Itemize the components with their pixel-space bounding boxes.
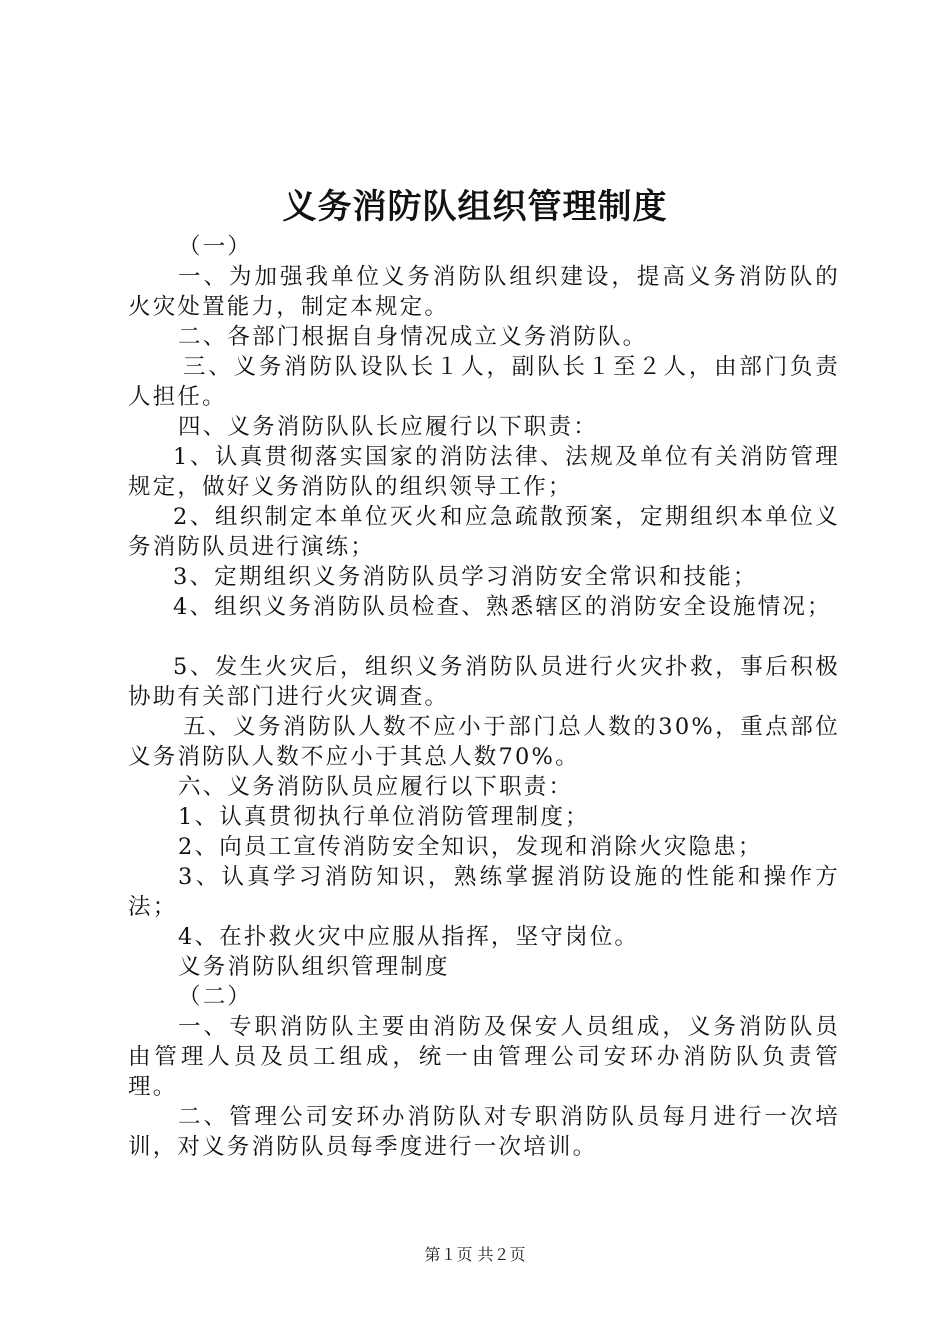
blank-line [128,622,840,652]
paragraph: 三、义务消防队设队长１人，副队长１至２人，由部门负责人担任。 [128,354,840,410]
list-item: 4、在扑救火灾中应服从指挥，坚守岗位。 [178,924,640,950]
paragraph: 二、各部门根据自身情况成立义务消防队。 [178,324,648,350]
document-title: 义务消防队组织管理制度 [282,187,668,227]
paragraph: 一、为加强我单位义务消防队组织建设，提高义务消防队的火灾处置能力，制定本规定。 [128,264,840,320]
section-marker-1: （一） [178,234,253,260]
list-item: 1、认真贯彻执行单位消防管理制度； [178,804,590,830]
paragraph: 四、义务消防队队长应履行以下职责： [178,414,598,440]
section-marker-2: （二） [178,984,253,1010]
list-item: 3、认真学习消防知识，熟练掌握消防设施的性能和操作方法； [128,864,840,920]
list-item: 4、组织义务消防队员检查、熟悉辖区的消防安全设施情况； [173,594,832,620]
list-item: 5、发生火灾后，组织义务消防队员进行火灾扑救，事后积极协助有关部门进行火灾调查。 [128,654,840,710]
list-item: 2、组织制定本单位灭火和应急疏散预案，定期组织本单位义务消防队员进行演练； [128,504,840,560]
paragraph: 一、专职消防队主要由消防及保安人员组成，义务消防队员由管理人员及员工组成，统一由管理公司安环办消防队负责管理。 [128,1014,840,1100]
list-item: 3、定期组织义务消防队员学习消防安全常识和技能； [173,564,758,590]
paragraph: 六、义务消防队员应履行以下职责： [178,774,574,800]
page-number: 第１页 共２页 [424,1245,526,1264]
list-item: 2、向员工宣传消防安全知识，发现和消除火灾隐患； [178,834,763,860]
list-item: 1、认真贯彻落实国家的消防法律、法规及单位有关消防管理规定，做好义务消防队的组织领导工作； [128,444,840,500]
paragraph: 二、管理公司安环办消防队对专职消防队员每月进行一次培训，对义务消防队员每季度进行一次培训。 [128,1104,840,1160]
document-body [128,232,840,1162]
paragraph: 五、义务消防队人数不应小于部门总人数的30%，重点部位义务消防队人数不应小于其总人数70%。 [128,714,840,770]
section-heading: 义务消防队组织管理制度 [178,954,450,980]
